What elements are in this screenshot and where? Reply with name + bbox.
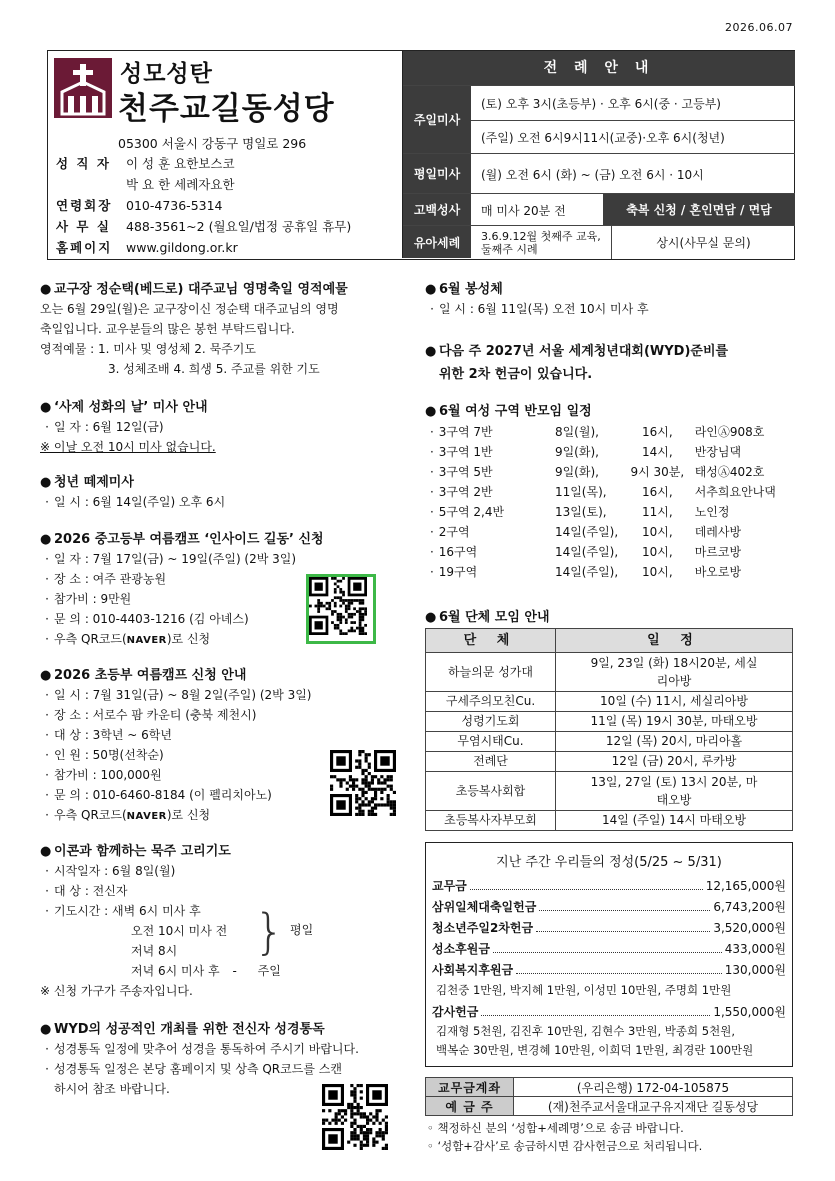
- offering-donors-1: 김천중 1만원, 박지혜 1만원, 이성민 10만원, 주명희 1만원: [436, 983, 732, 997]
- church-subtitle: 성모성탄: [120, 61, 213, 87]
- offering-amount: 130,000원: [724, 963, 786, 977]
- bullet-dot: ·: [429, 485, 434, 499]
- office-phone: 488-3561~2 (월요일/법정 공휴일 휴무): [126, 219, 352, 234]
- group-item: [425, 562, 803, 582]
- group-c: 10시,: [641, 565, 673, 579]
- group-item: [425, 482, 803, 502]
- section-women-groups: ● 6월 여성 구역 반모임 일정 · 3구역 7반 8일(월), 16시, 라인Ⓐ908호 · 3구역 1반 9일(화), 14시, 반장님댁 · 3구역 5반 9일(화), 9시 30분, 태성Ⓐ402호 · 3구역 2반 11일(목), 16시, 서추희요안나댁 · 5구역 2,4반 13일(토), 11시, 노인정 · 2구역 14일(주일), 10시, 데레사방 · 16구역 14일(주일), 10시, 마르코방 · 19구역 14일(주일), 10시, 바오로방: [425, 400, 803, 582]
- clergy-name-2: 박 요 한 세례자요한: [126, 177, 235, 192]
- group-b: 13일(토),: [554, 505, 607, 519]
- church-info: [48, 51, 402, 258]
- bank-account-number: (우리은행) 172-04-105875: [514, 1078, 793, 1097]
- offering-donors-3: 백복순 30만원, 변경혜 10만원, 이희덕 1만원, 최경란 100만원: [436, 1043, 754, 1057]
- sunday-mass-label: 주일미사: [403, 86, 471, 153]
- group-a: 19구역: [438, 565, 478, 579]
- meeting-org: 무염시태Cu.: [426, 732, 556, 752]
- offering-name: 사회복지후원금: [432, 963, 514, 977]
- group-item: [425, 522, 803, 542]
- sunday-mass-row: [403, 85, 795, 153]
- body-line: 대 상 : 3학년 ~ 6학년: [54, 728, 172, 742]
- section-taize-mass: ● 청년 떼제미사 · 일 시 : 6월 14일(주일) 오후 6시: [40, 475, 226, 509]
- section-children-camp: ● 2026 초등부 여름캠프 신청 안내 · 일 시 : 7월 31일(금) ~ 8월 2일(주일) (2박 3일) · 장 소 : 서로수 팜 카운티 (충북 제천시) · 대 상 : 3학년 ~ 6학년 · 인 원 : 50명(선착순) · 참가비 : 100,000원 · 문 의 : 010-6460-8184 (이 펠리치아노) · 우측 QR코드(NAVER)로 신청: [40, 664, 425, 827]
- body-line: 저녁 8시: [131, 944, 178, 958]
- homepage-link[interactable]: www.gildong.or.kr: [126, 240, 238, 255]
- offering-amount: 6,743,200원: [713, 900, 786, 914]
- council-label: 연령회장: [56, 198, 113, 213]
- section-title: 6월 봉성체: [439, 282, 503, 297]
- clergy-label: 성 직 자: [56, 156, 111, 171]
- body-line: 성경통독 일정에 맞추어 성경을 통독하여 주시기 바랍니다.: [54, 1042, 359, 1056]
- offering-donors-2: 김재형 5천원, 김진후 10만원, 김현수 3만원, 박종희 5천원,: [436, 1024, 735, 1038]
- bulletin-date: 2026.06.07: [725, 21, 793, 34]
- meeting-schedule: 11일 (목) 19시 30분, 마태오방: [556, 712, 793, 732]
- section-communion-sick: ● 6월 봉성체 · 일 시 : 6월 11일(목) 오전 10시 미사 후: [425, 282, 649, 316]
- weekday-mass-text: (월) 오전 6시 (화) ~ (금) 오전 6시 · 10시: [481, 167, 704, 182]
- body-line: 오전 10시 미사 전: [131, 924, 228, 938]
- bullet-dot: ·: [429, 465, 434, 479]
- group-b: 9일(화),: [554, 465, 599, 479]
- group-b: 14일(주일),: [554, 565, 619, 579]
- weekday-label: 평일: [290, 923, 314, 937]
- confession-row: [403, 193, 795, 225]
- table-header-schedule: 일 정: [556, 629, 793, 653]
- section-group-meetings: ● 6월 단체 모임 안내: [425, 610, 550, 625]
- section-title: ‘사제 성화의 날’ 미사 안내: [54, 400, 208, 415]
- offering-name: 삼위일체대축일헌금: [432, 900, 537, 914]
- body-line: 오는 6월 29일(월)은 교구장이신 정순택 대주교님의 영명: [40, 302, 339, 316]
- group-a: 16구역: [438, 545, 478, 559]
- offering-name: 청소년주일2차헌금: [432, 921, 534, 935]
- offering-row-thanks: [432, 1003, 786, 1020]
- group-item: [425, 542, 803, 562]
- body-line: 저녁 6시 미사 후: [131, 964, 220, 978]
- mass-schedule: [402, 51, 794, 258]
- body-line: 축일입니다. 교우분들의 많은 봉헌 부탁드립니다.: [40, 322, 295, 336]
- naver-logo: NAVER: [126, 635, 167, 646]
- group-d: 노인정: [694, 505, 730, 519]
- offering-row: [432, 919, 786, 936]
- offering-row: [432, 961, 786, 978]
- body-line: )로 신청: [166, 808, 211, 822]
- dash: -: [232, 964, 237, 978]
- group-c: 10시,: [641, 545, 673, 559]
- council-phone: 010-4736-5314: [126, 198, 223, 213]
- brace-icon: }: [254, 904, 285, 960]
- group-d: 데레사방: [694, 525, 742, 539]
- body-line: 장 소 : 서로수 팜 카운티 (충북 제천시): [54, 708, 257, 722]
- section-rosary-prayer: ● 이콘과 함께하는 묵주 고리기도 · 시작일자 : 6월 8일(월) · 대 상 : 전신자 · 기도시간 : 새벽 6시 미사 후 오전 10시 미사 전 저녁 8시 저녁 6시 미사 후 - 주일 ※ 신청 가구가 주송자입니다. } 평일: [40, 840, 425, 1001]
- group-d: 라인Ⓐ908호: [694, 425, 765, 439]
- table-row: [426, 811, 793, 831]
- weekday-mass-row: [403, 153, 795, 193]
- meeting-schedule: 10일 (수) 11시, 세실리아방: [556, 692, 793, 712]
- clergy-row: [56, 154, 235, 172]
- group-d: 태성Ⓐ402호: [694, 465, 765, 479]
- meeting-org: 하늘의문 성가대: [426, 653, 556, 692]
- offering-amount: 12,165,000원: [705, 879, 786, 893]
- meeting-schedule: 12일 (금) 20시, 루카방: [556, 752, 793, 772]
- offering-amount: 433,000원: [724, 942, 786, 956]
- mass-schedule-title: 전 례 안 내: [403, 51, 795, 85]
- group-a: 3구역 5반: [438, 465, 493, 479]
- group-c: 10시,: [641, 525, 673, 539]
- meeting-schedule: 12일 (목) 20시, 마리아홀: [556, 732, 793, 752]
- group-list: [425, 422, 803, 582]
- group-b: 11일(목),: [554, 485, 607, 499]
- meeting-org: 성령기도회: [426, 712, 556, 732]
- group-d: 마르코방: [694, 545, 742, 559]
- bullet-dot: ·: [429, 565, 434, 579]
- meeting-org: 초등복사회합: [426, 772, 556, 811]
- office-label: 사 무 실: [56, 219, 111, 234]
- section-bible-reading: ● WYD의 성공적인 개최를 위한 전신자 성경통독 · 성경통독 일정에 맞추어 성경을 통독하여 주시기 바랍니다. · 성경통독 일정은 본당 홈페이지 및 상측 QR코드를 스캔 하시어 참조 바랍니다.: [40, 1018, 425, 1099]
- bank-account-table: [425, 1077, 793, 1116]
- offering-amount: 3,520,000원: [713, 921, 786, 935]
- group-b: 8일(월),: [554, 425, 599, 439]
- qr-code-children-camp-icon[interactable]: [330, 750, 396, 816]
- group-c: 9시 30분,: [630, 465, 685, 479]
- body-line: 기도시간 : 새벽 6시 미사 후: [54, 904, 201, 918]
- body-line: 하시어 참조 바랍니다.: [54, 1082, 170, 1096]
- table-row: [426, 692, 793, 712]
- meeting-table: [425, 628, 793, 831]
- table-row: [426, 772, 793, 811]
- group-b: 14일(주일),: [554, 525, 619, 539]
- body-line: 참가비 : 9만원: [54, 592, 132, 606]
- body-line: 일 자 : 6월 12일(금): [54, 420, 164, 434]
- body-line: 일 시 : 6월 14일(주일) 오후 6시: [54, 495, 226, 509]
- church-address: 05300 서울시 강동구 명일로 296: [118, 136, 307, 151]
- payment-note-2: ◦ ‘성함+감사’로 송금하시면 감사헌금으로 처리됩니다.: [427, 1139, 703, 1153]
- offering-name: 성소후원금: [432, 942, 490, 956]
- body-line: 일 자 : 7월 17일(금) ~ 19일(주일) (2박 3일): [54, 552, 297, 566]
- group-item: [425, 462, 803, 482]
- group-c: 16시,: [641, 425, 673, 439]
- offering-row: [432, 940, 786, 957]
- group-d: 반장님댁: [694, 445, 742, 459]
- group-a: 2구역: [438, 525, 470, 539]
- section-title: 다음 주 2027년 서울 세계청년대회(WYD)준비를: [439, 344, 729, 359]
- group-item: [425, 502, 803, 522]
- body-line: 시작일자 : 6월 8일(월): [54, 864, 176, 878]
- body-line: ※ 신청 가구가 주송자입니다.: [40, 984, 193, 998]
- group-a: 3구역 7반: [438, 425, 493, 439]
- infant-baptism-text: 3.6.9.12월 첫째주 교육, 둘째주 시례: [481, 229, 601, 256]
- bullet-dot: ·: [429, 525, 434, 539]
- body-line: 대 상 : 전신자: [54, 884, 128, 898]
- homepage-row: [56, 238, 238, 256]
- payment-note-1: ◦ 책정하신 분의 ‘성함+세례명’으로 송금 바랍니다.: [427, 1121, 684, 1135]
- section-youth-camp: ● 2026 중고등부 여름캠프 ‘인사이드 길동’ 신청 · 일 자 : 7월 17일(금) ~ 19일(주일) (2박 3일) · 장 소 : 여주 관광농원 · 참가비 : 9만원 · 문 의 : 010-4403-1216 (김 아녜스) · 우측 QR코드(NAVER)로 신청: [40, 528, 425, 651]
- sunday-label: 주일: [257, 964, 281, 978]
- sunday-mass-line-2: (주일) 오전 6시9시11시(교중)·오후 6시(청년): [471, 120, 795, 154]
- table-row: [426, 732, 793, 752]
- qr-code-youth-camp-icon[interactable]: [306, 574, 376, 644]
- section-priest-day: ● ‘사제 성화의 날’ 미사 안내 · 일 자 : 6월 12일(금) ※ 이날 오전 10시 미사 없습니다.: [40, 396, 425, 457]
- homepage-label: 홈페이지: [56, 240, 113, 255]
- section-title: 2026 초등부 여름캠프 신청 안내: [54, 668, 247, 683]
- table-row: [426, 752, 793, 772]
- body-line: 인 원 : 50명(선착순): [54, 748, 164, 762]
- qr-code-bible-icon[interactable]: [322, 1084, 388, 1150]
- body-line: 우측 QR코드(: [54, 632, 127, 646]
- table-row: [426, 712, 793, 732]
- bullet-dot: ·: [429, 505, 434, 519]
- body-line: 우측 QR코드(: [54, 808, 127, 822]
- group-b: 14일(주일),: [554, 545, 619, 559]
- body-line: 일 시 : 6월 11일(목) 오전 10시 미사 후: [439, 302, 649, 316]
- offering-row: [432, 898, 786, 915]
- bullet-dot: ·: [429, 425, 434, 439]
- body-line: 참가비 : 100,000원: [54, 768, 162, 782]
- section-title-line-2: 위한 2차 헌금이 있습니다.: [439, 367, 593, 382]
- body-line: 성경통독 일정은 본당 홈페이지 및 상측 QR코드를 스캔: [54, 1062, 342, 1076]
- offering-name: 교무금: [432, 879, 467, 893]
- bullet-dot: ·: [429, 545, 434, 559]
- always-available-text: 상시(사무실 문의): [611, 226, 795, 259]
- section-title: 교구장 정순택(베드로) 대주교님 영명축일 영적예물: [54, 282, 348, 297]
- section-title: WYD의 성공적인 개최를 위한 전신자 성경통독: [54, 1022, 325, 1037]
- body-line: 3. 성체조배 4. 희생 5. 주교를 위한 기도: [108, 362, 320, 376]
- offering-name: 감사헌금: [432, 1005, 479, 1019]
- section-title: 청년 떼제미사: [54, 475, 134, 490]
- group-b: 9일(화),: [554, 445, 599, 459]
- sunday-mass-line-1: (토) 오후 3시(초등부) · 오후 6시(중 · 고등부): [481, 96, 721, 111]
- meeting-schedule: 14일 (주일) 14시 마태오방: [556, 811, 793, 831]
- section-title: 6월 여성 구역 반모임 일정: [439, 404, 592, 419]
- group-c: 14시,: [641, 445, 673, 459]
- church-logo-icon: [54, 58, 112, 118]
- meeting-schedule: 9일, 23일 (화) 18시20분, 세실리아방: [556, 653, 793, 692]
- offering-row: [432, 877, 786, 894]
- body-line: 문 의 : 010-6460-8184 (이 펠리치아노): [54, 788, 272, 802]
- naver-logo: NAVER: [126, 811, 167, 822]
- meeting-org: 전례단: [426, 752, 556, 772]
- body-line: 일 시 : 7월 31일(금) ~ 8월 2일(주일) (2박 3일): [54, 688, 312, 702]
- meeting-schedule: 13일, 27일 (토) 13시 20분, 마태오방: [556, 772, 793, 811]
- offering-title: 지난 주간 우리들의 정성(5/25 ~ 5/31): [496, 855, 722, 870]
- section-wyd-collection: ● 다음 주 2027년 서울 세계청년대회(WYD)준비를 위한 2차 헌금이 있습니다.: [425, 340, 803, 382]
- confession-text: 매 미사 20분 전: [481, 203, 566, 218]
- group-c: 16시,: [641, 485, 673, 499]
- group-d: 서추희요안나댁: [694, 485, 776, 499]
- weekday-mass-label: 평일미사: [403, 154, 471, 193]
- section-title: 6월 단체 모임 안내: [439, 610, 550, 625]
- blessing-label: 축복 신청 / 혼인면담 / 면담: [603, 194, 795, 226]
- table-header-org: 단 체: [426, 629, 556, 653]
- group-d: 바오로방: [694, 565, 742, 579]
- infant-baptism-row: [403, 225, 795, 258]
- bullet-dot: ·: [429, 445, 434, 459]
- church-name: 천주교길동성당: [118, 91, 335, 127]
- infant-baptism-label: 유아세례: [403, 226, 471, 258]
- bulletin-header: [47, 50, 795, 260]
- offering-box: [425, 842, 793, 1067]
- section-title: 이콘과 함께하는 묵주 고리기도: [54, 844, 231, 859]
- account-holder-name: (재)천주교서울대교구유지재단 길동성당: [514, 1097, 793, 1116]
- section-title: 2026 중고등부 여름캠프 ‘인사이드 길동’ 신청: [54, 532, 324, 547]
- body-line: ※ 이날 오전 10시 미사 없습니다.: [40, 440, 216, 454]
- council-row: [56, 196, 223, 214]
- body-line: 문 의 : 010-4403-1216 (김 아녜스): [54, 612, 249, 626]
- group-item: [425, 422, 803, 442]
- account-holder-label: 예 금 주: [426, 1097, 514, 1116]
- clergy-name-1: 이 성 훈 요한보스코: [126, 156, 235, 171]
- offering-amount: 1,550,000원: [713, 1005, 786, 1019]
- group-a: 3구역 2반: [438, 485, 493, 499]
- group-a: 3구역 1반: [438, 445, 493, 459]
- office-row: [56, 217, 351, 235]
- body-line: 영적예물 : 1. 미사 및 영성체 2. 묵주기도: [40, 342, 256, 356]
- bank-account-label: 교무금계좌: [426, 1078, 514, 1097]
- group-a: 5구역 2,4반: [438, 505, 505, 519]
- table-row: [426, 653, 793, 692]
- body-line: )로 신청: [166, 632, 211, 646]
- section-archbishop-feast: ● 교구장 정순택(베드로) 대주교님 영명축일 영적예물 오는 6월 29일(월)은 교구장이신 정순택 대주교님의 영명 축일입니다. 교우분들의 많은 봉헌 부탁드립니다. 영적예물 : 1. 미사 및 영성체 2. 묵주기도 3. 성체조배 4. 희생 5. 주교를 위한 기도: [40, 278, 425, 379]
- confession-label: 고백성사: [403, 194, 471, 225]
- body-line: 장 소 : 여주 관광농원: [54, 572, 167, 586]
- meeting-org: 구세주의모친Cu.: [426, 692, 556, 712]
- meeting-org: 초등복사자부모회: [426, 811, 556, 831]
- group-c: 11시,: [641, 505, 673, 519]
- group-item: [425, 442, 803, 462]
